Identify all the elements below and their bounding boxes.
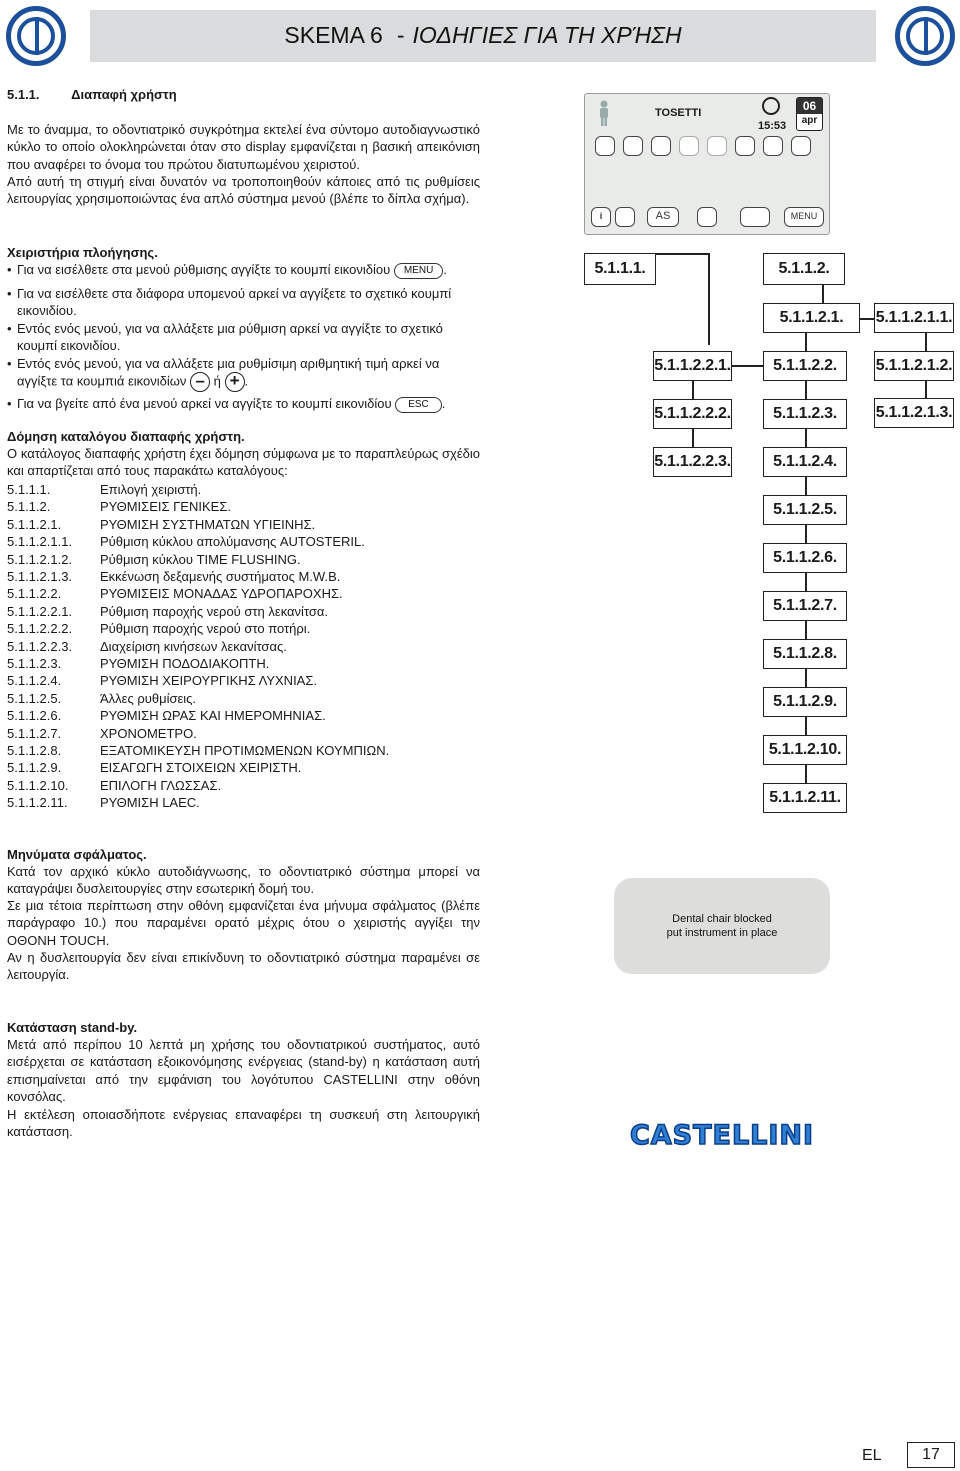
catalog-desc: ΡΥΘΜΙΣΕΙΣ ΓΕΝΙΚΕΣ. xyxy=(100,499,231,515)
catalog-code: 5.1.1.1. xyxy=(7,482,51,497)
page-number: 17 xyxy=(907,1442,955,1468)
standby-title: Κατάσταση stand-by. xyxy=(7,1020,138,1035)
calendar-icon xyxy=(796,97,823,131)
tree-box-5-1-1-2-6: 5.1.1.2.6. xyxy=(763,543,847,573)
standby-paragraph-2: Η εκτέλεση οποιασδήποτε ενέργειας επαναφέρει τη συσκευή στη λειτουργική κατάσταση. xyxy=(7,1107,480,1140)
catalog-desc: ΡΥΘΜΙΣΕΙΣ ΜΟΝΑΔΑΣ ΥΔΡΟΠΑΡΟΧΗΣ. xyxy=(100,586,343,602)
catalog-code: 5.1.1.2.6. xyxy=(7,708,62,724)
water-icon[interactable] xyxy=(623,136,643,156)
screen-month: apr xyxy=(801,115,818,126)
as-button[interactable]: AS xyxy=(647,207,679,227)
catalog-desc: ΧΡΟΝΟΜΕΤΡΟ. xyxy=(100,725,197,741)
catalog-code: 5.1.1.2.2.3. xyxy=(7,638,73,654)
cup-icon[interactable] xyxy=(707,136,727,156)
tree-box-5-1-1-2-10: 5.1.1.2.10. xyxy=(763,735,847,765)
section-number: 5.1.1. xyxy=(7,87,40,102)
screen-menu-button[interactable]: MENU xyxy=(784,207,824,227)
header-separator: - xyxy=(396,22,405,49)
tree-box-5-1-1-2-1: 5.1.1.2.1. xyxy=(763,303,860,333)
catalog-code: 5.1.1.2.10. xyxy=(7,777,69,793)
minus-icon: – xyxy=(190,372,210,392)
tree-box-5-1-1-2-1-1: 5.1.1.2.1.1. xyxy=(874,303,954,333)
errors-title: Μηνύματα σφάλματος. xyxy=(7,847,147,862)
intro-paragraph-2: Από αυτή τη στιγμή είναι δυνατόν να τροποποιηθούν κάποιες από τις ρυθμίσεις λειτουργίας χρησιμοποιώντας ένα απλό σύστημα μενού (βλέπε το δίπλα σχήμα). xyxy=(7,174,480,207)
catalog-desc: Ρύθμιση κύκλου απολύμανσης AUTOSTERIL. xyxy=(100,534,365,550)
operator-icon[interactable] xyxy=(615,207,635,227)
catalog-code: 5.1.1.2.2. xyxy=(7,586,62,602)
header-subtitle: ΙΟΔΗΓΙΕΣ ΓΙΑ ΤΗ ΧΡΉΣΗ xyxy=(412,22,682,49)
catalog-desc: ΡΥΘΜΙΣΗ ΣΥΣΤΗΜΑΤΩΝ ΥΓΙΕΙΝΗΣ. xyxy=(100,516,316,532)
catalog-code: 5.1.1.2.2.1. xyxy=(7,603,73,619)
tree-box-5-1-1-2-8: 5.1.1.2.8. xyxy=(763,639,847,669)
tree-box-5-1-1-2-2-1: 5.1.1.2.2.1. xyxy=(653,351,732,381)
catalog-code: 5.1.1.2.2.2. xyxy=(7,621,73,637)
tree-box-5-1-1-2-4: 5.1.1.2.4. xyxy=(763,447,847,477)
page-header xyxy=(90,10,876,62)
catalog-desc: ΡΥΘΜΙΣΗ LAEC. xyxy=(100,795,200,811)
errors-paragraph-1: Κατά τον αρχικό κύκλο αυτοδιάγνωσης, το οδοντιατρικό σύστημα μπορεί να καταγράψει δυσλειτουργίες στην εσωτερική δομή του. xyxy=(7,864,480,897)
catalog-desc: ΕΙΣΑΓΩΓΗ ΣΤΟΙΧΕΙΩΝ ΧΕΙΡΙΣΤΗ. xyxy=(100,760,302,776)
standby-paragraph-1: Μετά από περίπου 10 λεπτά μη χρήσης του οδοντιατρικού συστήματος, αυτό εισέρχεται σε κατάσταση εξοικονόμησης ενέργειας (stand-by) η κατάσταση αυτή επισημαίνεται από την εμφάνιση του λογότυπου CASTELLINI στην οθόνη κονσόλας. xyxy=(7,1037,480,1105)
catalog-desc: ΕΠΙΛΟΓΗ ΓΛΩΣΣΑΣ. xyxy=(100,777,222,793)
nav-bullet-5: • Για να βγείτε από ένα μενού αρκεί να αγγίξτε το κουμπί εικονιδίου ESC . xyxy=(7,396,446,411)
nav-bullet-2: • Για να εισέλθετε στα διάφορα υπομενού αρκεί να αγγίξετε το σχετικό κουμπί εικονιδίου. xyxy=(7,286,452,319)
catalog-code: 5.1.1.2.4. xyxy=(7,673,62,689)
intro-paragraph-1: Με το άναμμα, το οδοντιατρικό συγκρότημα εκτελεί ένα σύντομο αυτοδιαγνωστικό κύκλο το οποίο ολοκληρώνεται όταν στο display εμφανίζεται η βασική απεικόνιση που αναφέρει το όνομα του πρώτου διατυπωμένου χειριστού. xyxy=(7,122,480,172)
section-title: Διαπαφή χρήστη xyxy=(71,87,177,102)
nav-title: Χειριστήρια πλοήγησης. xyxy=(7,245,158,260)
tree-box-5-1-1-2-9: 5.1.1.2.9. xyxy=(763,687,847,717)
catalog-code: 5.1.1.2.3. xyxy=(7,656,62,671)
blank-slot-icon[interactable] xyxy=(679,136,699,156)
catalog-desc: Ρύθμιση παροχής νερού στη λεκανίτσα. xyxy=(100,603,329,619)
tree-box-5-1-1-2-2-2: 5.1.1.2.2.2. xyxy=(653,399,732,429)
tree-box-5-1-1-2-2: 5.1.1.2.2. xyxy=(763,351,847,381)
catalog-desc: ΡΥΘΜΙΣΗ ΧΕΙΡΟΥΡΓΙΚΗΣ ΛΥΧΝΙΑΣ. xyxy=(100,673,318,689)
chair-recline-icon[interactable] xyxy=(735,136,755,156)
catalog-desc: Επιλογή χειριστή. xyxy=(100,482,202,497)
tree-box-5-1-1-2: 5.1.1.2. xyxy=(763,253,845,285)
catalog-text: Ο κατάλογος διαπαφής χρήστη έχει δόμηση σύμφωνα με το παραπλεύρως σχέδιο και απαρτίζεται από τους παρακάτω καταλόγους: xyxy=(7,446,480,479)
menu-button-icon: MENU xyxy=(394,263,443,279)
tree-box-5-1-1-2-3: 5.1.1.2.3. xyxy=(763,399,847,429)
light-contrast-icon[interactable] xyxy=(740,207,770,227)
catalog-code: 5.1.1.2.1.2. xyxy=(7,551,73,567)
tree-box-5-1-1-2-1-3: 5.1.1.2.1.3. xyxy=(874,398,954,428)
footer-language: EL xyxy=(862,1447,882,1464)
operator-name: TOSETTI xyxy=(655,107,702,119)
tree-box-5-1-1-1: 5.1.1.1. xyxy=(584,253,656,285)
nav-bullet-3: • Εντός ενός μενού, για να αλλάξετε μια ρύθμιση αρκεί να αγγίξτε το σχετικό κουμπί εικονιδίου. xyxy=(7,321,443,354)
battery-icon[interactable] xyxy=(791,136,811,156)
catalog-title: Δόμηση καταλόγου διαπαφής χρήστη. xyxy=(7,429,245,444)
operator-figure-icon xyxy=(597,100,611,126)
error-line-2: put instrument in place xyxy=(666,927,778,939)
info-icon[interactable]: i xyxy=(591,207,611,227)
light-icon[interactable] xyxy=(763,136,783,156)
tree-box-5-1-1-2-2-3: 5.1.1.2.2.3. xyxy=(653,447,732,477)
catalog-desc: Διαχείριση κινήσεων λεκανίτσας. xyxy=(100,638,287,654)
errors-paragraph-3: Αν η δυσλειτουργία δεν είναι επικίνδυνη το οδοντιατρικό σύστημα παραμένει σε λειτουργία. xyxy=(7,950,480,983)
error-message-screen xyxy=(614,878,830,974)
catalog-desc: ΕΞΑΤΟΜΙΚΕΥΣΗ ΠΡΟΤΙΜΩΜΕΝΩΝ ΚΟΥΜΠΙΩΝ. xyxy=(100,743,390,758)
section-heading xyxy=(7,86,177,103)
screen-day: 06 xyxy=(797,98,822,114)
nav-bullet-4: • Εντός ενός μενού, για να αλλάξετε μια ρυθμίσιμη αριθμητική τιμή αρκεί να αγγίξτε τα κουμπιά εικονιδίων – ή + . xyxy=(7,356,440,391)
chair-home-icon[interactable] xyxy=(595,136,615,156)
catalog-desc: Εκκένωση δεξαμενής συστήματος Μ.W.B. xyxy=(100,569,341,584)
catalog-desc: Ρύθμιση παροχής νερού στο ποτήρι. xyxy=(100,621,311,637)
nav-bullet-1: • Για να εισέλθετε στα μενού ρύθμισης αγγίξτε το κουμπί εικονιδίου MENU . xyxy=(7,262,447,277)
castellini-logo: CASTELLINI xyxy=(629,1120,815,1151)
catalog-desc: ΡΥΘΜΙΣΗ ΩΡΑΣ ΚΑΙ ΗΜΕΡΟΜΗΝΙΑΣ. xyxy=(100,708,326,724)
error-line-1: Dental chair blocked xyxy=(672,913,772,925)
errors-paragraph-2: Σε μια τέτοια περίπτωση στην οθόνη εμφανίζεται ένα μήνυμα σφάλματος (βλέπε παράγραφο 10.) που παραμένει ορατό μέχρις ότου ο χειριστής αγγίξει την ΟΘΟΝΗ TOUCH. xyxy=(7,898,480,948)
catalog-desc: Ρύθμιση κύκλου TIME FLUSHING. xyxy=(100,551,301,567)
catalog-code: 5.1.1.2.1.1. xyxy=(7,534,73,550)
tree-box-5-1-1-2-5: 5.1.1.2.5. xyxy=(763,495,847,525)
catalog-code: 5.1.1.2.1. xyxy=(7,516,62,532)
catalog-desc: ΡΥΘΜΙΣΗ ΠΟΔΟΔΙΑΚΟΠΤΗ. xyxy=(100,656,270,671)
catalog-code: 5.1.1.2.5. xyxy=(7,690,62,706)
position-icon[interactable] xyxy=(697,207,717,227)
clock-icon xyxy=(762,97,780,115)
esc-button-icon: ESC xyxy=(395,397,442,413)
flush-icon[interactable] xyxy=(651,136,671,156)
tree-box-5-1-1-2-1-2: 5.1.1.2.1.2. xyxy=(874,351,954,381)
catalog-code: 5.1.1.2.9. xyxy=(7,760,62,776)
catalog-desc: Άλλες ρυθμίσεις. xyxy=(100,690,197,706)
plus-icon: + xyxy=(225,372,245,392)
header-title: SKEMA 6 xyxy=(284,22,383,49)
touch-display xyxy=(584,93,830,235)
company-logo-right xyxy=(895,6,955,66)
tree-box-5-1-1-2-11: 5.1.1.2.11. xyxy=(763,783,847,813)
catalog-code: 5.1.1.2.8. xyxy=(7,743,62,758)
catalog-code: 5.1.1.2.11. xyxy=(7,795,68,811)
catalog-code: 5.1.1.2.1.3. xyxy=(7,569,73,584)
screen-time: 15:53 xyxy=(758,120,787,132)
catalog-code: 5.1.1.2.7. xyxy=(7,725,62,741)
catalog-code: 5.1.1.2. xyxy=(7,499,51,515)
tree-box-5-1-1-2-7: 5.1.1.2.7. xyxy=(763,591,847,621)
company-logo-left xyxy=(6,6,66,66)
